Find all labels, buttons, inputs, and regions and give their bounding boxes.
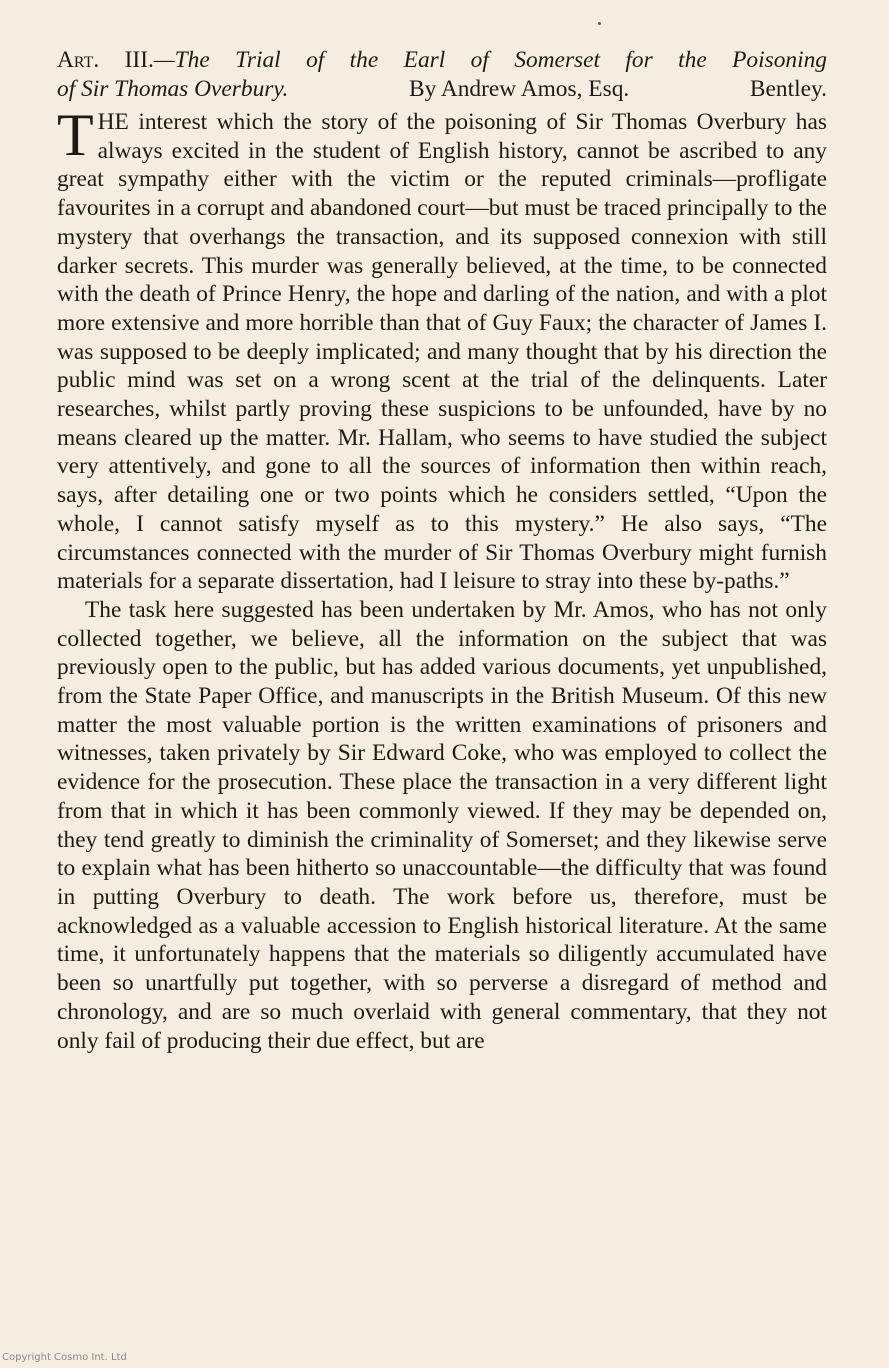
paragraph-2 bbox=[57, 596, 827, 1055]
article-title-part2: of Sir Thomas Overbury. bbox=[57, 76, 289, 102]
paragraph-1-text: HE interest which the story of the poisoning of Sir Thomas Overbury has always excited in the student of English history, cannot be ascribed to any great sympathy either with the victim or the reputed criminals—profligate favourites in a corrupt and abandoned court—but must be traced principally to the mystery that overhangs the transaction, and its supposed connexion with still darker secrets. This murder was generally believed, at the time, to be connected with the death of Prince Henry, the hope and darling of the nation, and with a plot more extensive and more horrible than that of Guy Faux; the character of James I. was supposed to be deeply implicated; and many thought that by his direction the public mind was set on a wrong scent at the trial of the delinquents. Later researches, whilst partly proving these suspicions to be unfounded, have by no means cleared up the matter. Mr. Hallam, who seems to have studied the subject very attentively, and gone to all the sources of information then within reach, says, after detailing one or two points which he considers settled, “Upon the whole, I cannot satisfy myself as to this mystery.” He also says, “The circumstances connected with the murder of Sir Thomas Overbury might furnish materials for a separate dissertation, had I leisure to stray into these by-paths.” bbox=[57, 109, 827, 595]
paragraph-2-text: The task here suggested has been undertaken by Mr. Amos, who has not only collected together, we believe, all the information on the subject that was previously open to the public, but has added various documents, yet unpublished, from the State Paper Office, and manuscripts in the British Museum. Of this new matter the most valuable portion is the written examinations of prisoners and witnesses, taken privately by Sir Edward Coke, who was employed to collect the evidence for the prosecution. These place the transaction in a very different light from that in which it has been commonly viewed. If they may be depended on, they tend greatly to diminish the criminality of Somerset; and they likewise serve to explain what has been hitherto so unaccountable—the difficulty that was found in putting Overbury to death. The work before us, therefore, must be acknowledged as a valuable accession to English historical literature. At the same time, it unfortunately happens that the materials so diligently accumulated have been so unartfully put together, with so perverse a disregard of method and chronology, and are so much overlaid with general commentary, that they not only fail of producing their due effect, but are bbox=[57, 596, 827, 1054]
ink-dot bbox=[598, 22, 601, 25]
article-page bbox=[57, 46, 827, 1055]
drop-cap-letter: T bbox=[57, 102, 94, 168]
article-author: By Andrew Amos, Esq. bbox=[408, 76, 630, 102]
article-heading-line1 bbox=[57, 46, 827, 75]
article-title-part1: —The Trial of the Earl of Somerset for the Poisoning bbox=[153, 47, 827, 73]
article-number: Art. III. bbox=[57, 47, 154, 73]
article-heading-line2 bbox=[57, 75, 827, 104]
paragraph-1 bbox=[57, 102, 827, 596]
article-publisher: Bentley. bbox=[749, 76, 827, 102]
copyright-watermark: Copyright Cosmo Int. Ltd bbox=[2, 1352, 127, 1363]
